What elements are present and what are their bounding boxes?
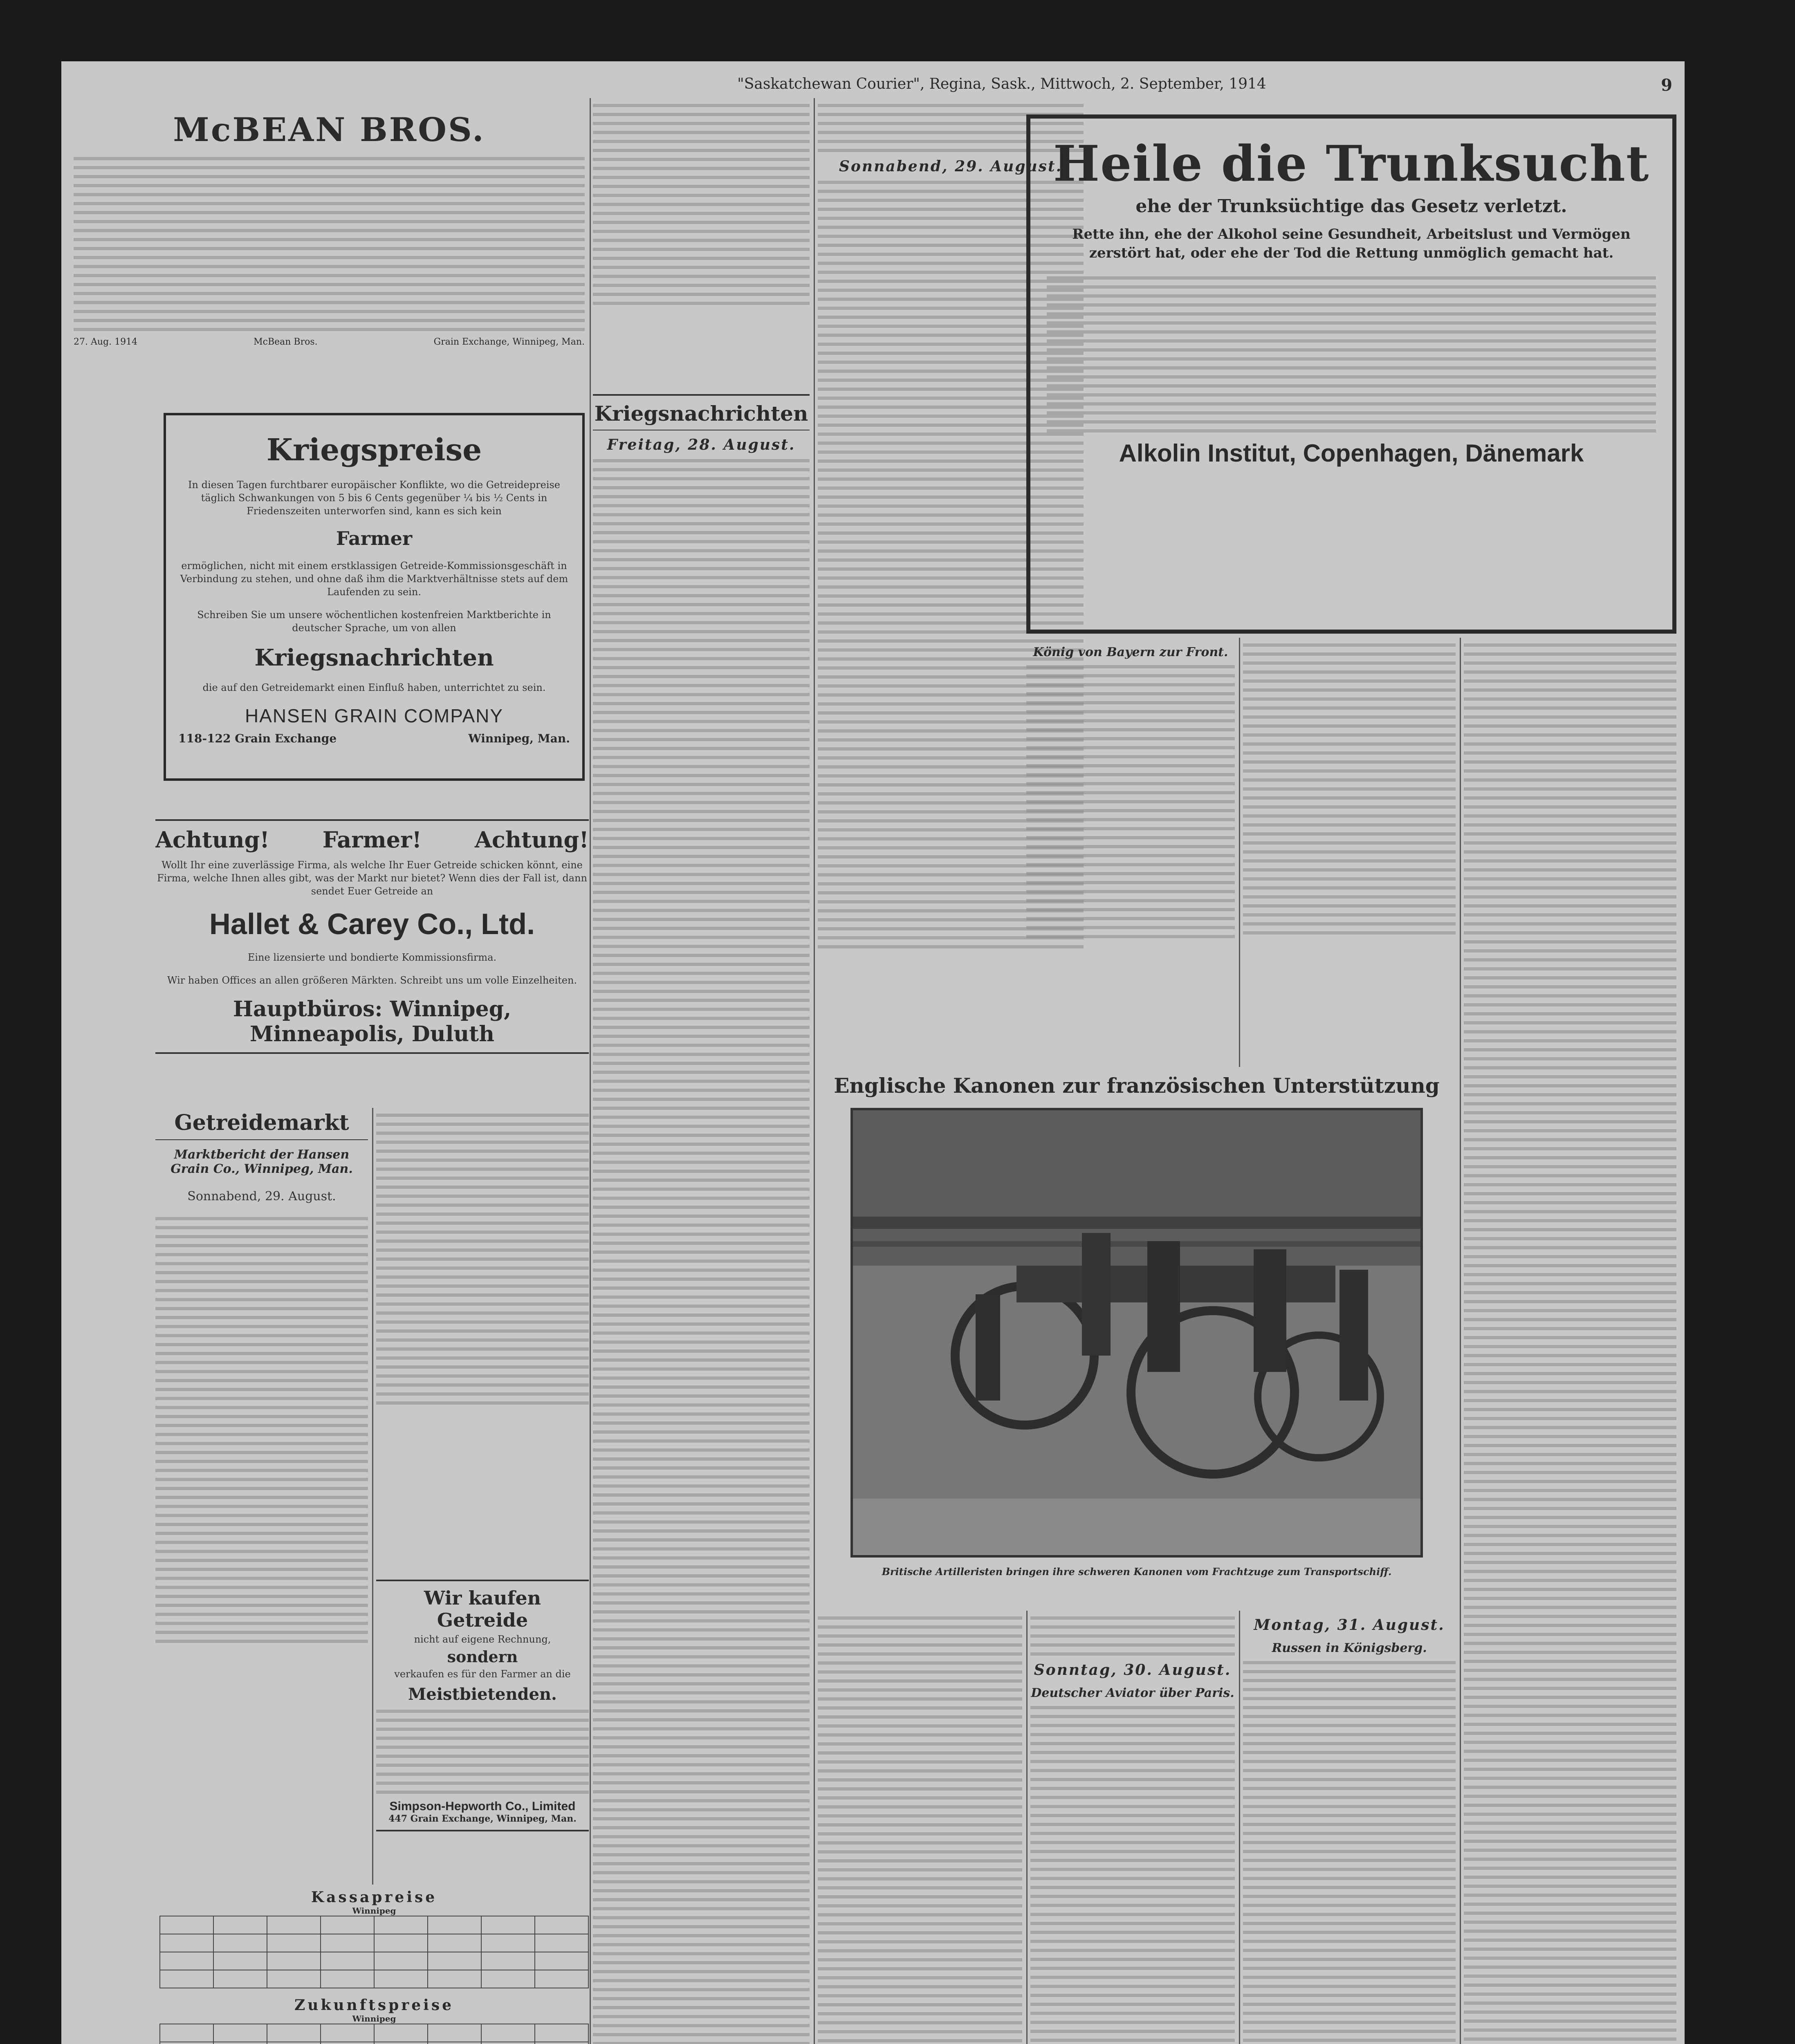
page-number: 9 [1661, 76, 1672, 95]
wirkaufen-line2: verkaufen es für den Farmer an die [394, 1668, 571, 1680]
getreide-column-2-body [376, 1114, 589, 1405]
artillery-illustration [853, 1110, 1420, 1555]
price-tables [159, 1889, 589, 2044]
news-column-e [1464, 638, 1676, 2044]
hallet-top-rule [155, 819, 589, 821]
zukunftspreise-title: Zukunftspreise [294, 1997, 454, 2014]
section-sonntag: Sonntag, 30. August. [1034, 1661, 1232, 1679]
wirkaufen-body [376, 1710, 589, 1794]
column-divider [1239, 1611, 1240, 2044]
kriegsnachrichten-column [593, 388, 810, 2044]
photo-caption: Britische Artilleristen bringen ihre schweren Kanonen vom Frachtzuge zum Transportschiff. [882, 1566, 1392, 1578]
section-sonnabend: Sonnabend, 29. August. [839, 158, 1063, 175]
mcbean-footer-center: McBean Bros. [254, 337, 318, 347]
simpson-bottom-rule [376, 1830, 589, 1831]
section-russen-koenigsberg: Russen in Königsberg. [1272, 1641, 1427, 1655]
kriegsnachrichten-title: Kriegsnachrichten [594, 401, 808, 426]
kassapreise-title: Kassapreise [311, 1889, 438, 1906]
simpson-ad [376, 1574, 589, 1880]
news-column-c-body [1026, 665, 1235, 938]
simpson-addr: 447 Grain Exchange, Winnipeg, Man. [388, 1813, 577, 1824]
mcbean-title: McBEAN BROS. [173, 110, 485, 149]
news-column-h [1243, 1611, 1456, 2044]
hallet-bottom-rule [155, 1052, 589, 1054]
hallet-body: Wir haben Offices an allen größeren Märkten. Schreibt uns um volle Einzelheiten. [167, 975, 577, 986]
news-column-d [1243, 638, 1456, 1071]
trunksucht-sub: ehe der Trunksüchtige das Gesetz verletzt. [1135, 196, 1567, 217]
news-column-h-body [1243, 1661, 1456, 2044]
mcbean-ad [74, 98, 585, 417]
hallet-offices: Hauptbüros: Winnipeg, Minneapolis, Duluth [233, 997, 512, 1047]
mcbean-footer-left: 27. Aug. 1914 [74, 337, 138, 347]
getreidemarkt-column [155, 1108, 368, 1885]
kriegsnachrichten-date: Freitag, 28. August. [607, 436, 796, 453]
newspaper-page [61, 61, 1685, 2044]
section-montag: Montag, 31. August. [1254, 1616, 1445, 1634]
masthead: "Saskatchewan Courier", Regina, Sask., Mittwoch, 2. September, 1914 [737, 76, 1266, 92]
zukunftspreise-table [159, 2024, 589, 2044]
column-divider [1026, 1611, 1028, 2044]
hallet-ad [155, 814, 589, 1083]
kriegspreise-farmer: Farmer [336, 527, 413, 549]
hallet-achtung-right: Achtung! [475, 827, 589, 853]
trunksucht-ad [1026, 114, 1676, 634]
news-column-a [593, 98, 810, 384]
news-column-d-body [1243, 643, 1456, 935]
column-divider [1239, 638, 1240, 1067]
news-column-f-body [818, 1616, 1022, 2044]
news-column-g-body [1030, 1706, 1235, 2044]
kriegspreise-title: Kriegspreise [266, 433, 482, 468]
getreidemarkt-sub: Marktbericht der Hansen Grain Co., Winnipeg, Man. [171, 1148, 353, 1176]
news-column-a-body [593, 104, 810, 305]
photo-headline: Englische Kanonen zur französischen Unterstützung [834, 1074, 1440, 1098]
news-column-f [818, 1611, 1022, 2044]
mcbean-body [74, 157, 585, 331]
section-aviator: Deutscher Aviator über Paris. [1031, 1686, 1234, 1700]
kriegsnachrichten-body [593, 459, 810, 2044]
hallet-farmer: Farmer! [322, 827, 422, 853]
kriegspreise-body: ermöglichen, nicht mit einem erstklassigen Getreide-Kommissionsgeschäft in Verbindung zu stehen, und ohne daß ihm die Marktverhältnisse stets auf dem Laufenden zu sein. [180, 560, 568, 598]
wirkaufen-title: Wir kaufen Getreide [424, 1587, 541, 1631]
zukunftspreise-sub: Winnipeg [352, 2014, 396, 2024]
trunksucht-footer: Alkolin Institut, Copenhagen, Dänemark [1119, 439, 1584, 467]
kriegsnachrichten-rule [593, 394, 810, 396]
getreidemarkt-date: Sonnabend, 29. August. [187, 1189, 336, 1204]
news-column-g [1030, 1611, 1235, 2044]
section-koenig-bayern: König von Bayern zur Front. [1033, 645, 1228, 659]
trunksucht-lead: Rette ihn, ehe der Alkohol seine Gesundheit, Arbeitslust und Vermögen zerstört hat, oder ehe der Tod die Rettung unmöglich gemacht hat. [1072, 226, 1631, 261]
getreidemarkt-title: Getreidemarkt [174, 1110, 349, 1135]
column-divider [590, 98, 591, 2044]
mcbean-footer-right: Grain Exchange, Winnipeg, Man. [433, 337, 585, 347]
hansen-company: HANSEN GRAIN COMPANY [245, 705, 504, 726]
wirkaufen-line1: nicht auf eigene Rechnung, [414, 1634, 551, 1645]
trunksucht-title: Heile die Trunksucht [1053, 135, 1650, 193]
column-divider [372, 1108, 373, 1885]
wirkaufen-meist: Meistbietenden. [408, 1685, 557, 1704]
hallet-company: Hallet & Carey Co., Ltd. [209, 908, 535, 941]
kriegspreise-body2: Schreiben Sie um unsere wöchentlichen kostenfreien Marktberichte in deutscher Sprache, um von allen [197, 609, 551, 634]
hansen-addr-right: Winnipeg, Man. [468, 732, 570, 745]
getreidemarkt-body [155, 1217, 368, 1643]
trunksucht-body [1047, 276, 1656, 433]
kriegspreise-ad [164, 413, 585, 781]
simpson-company: Simpson-Hepworth Co., Limited [389, 1800, 576, 1813]
column-divider [1460, 638, 1461, 2044]
kassapreise-table [159, 1916, 589, 1988]
news-column-g-body-top [1030, 1616, 1235, 1656]
kassapreise-sub: Winnipeg [352, 1906, 396, 1916]
kriegspreise-kriegsnachrichten: Kriegsnachrichten [254, 644, 494, 671]
wirkaufen-sondern: sondern [447, 1647, 518, 1666]
photo-block [818, 1071, 1456, 1602]
hallet-intro: Wollt Ihr eine zuverlässige Firma, als welche Ihr Euer Getreide schicken könnt, eine Firma, welche Ihnen alles gibt, was der Markt nur bietet? Wenn dies der Fall ist, dann sendet Euer Getreide an [157, 859, 588, 897]
column-divider [814, 98, 815, 2044]
getreide-column-2 [376, 1108, 589, 1570]
news-column-c [1026, 638, 1235, 1071]
hallet-achtung-left: Achtung! [155, 827, 269, 853]
news-column-e-body [1464, 643, 1676, 2044]
kriegspreise-intro: In diesen Tagen furchtbarer europäischer Konflikte, wo die Getreidepreise täglich Schwankungen von 5 bis 6 Cents gegenüber ¼ bis ½ Cents in Friedenszeiten unterworfen sind, kann es sich kein [188, 479, 560, 517]
hansen-addr-left: 118-122 Grain Exchange [178, 732, 337, 745]
getreidemarkt-rule [155, 1139, 368, 1140]
simpson-top-rule [376, 1580, 589, 1581]
photo-british-artillery [850, 1108, 1423, 1558]
hallet-sub: Eine lizensierte und bondierte Kommissionsfirma. [247, 952, 497, 963]
kriegspreise-body3: die auf den Getreidemarkt einen Einfluß haben, unterrichtet zu sein. [202, 682, 546, 693]
